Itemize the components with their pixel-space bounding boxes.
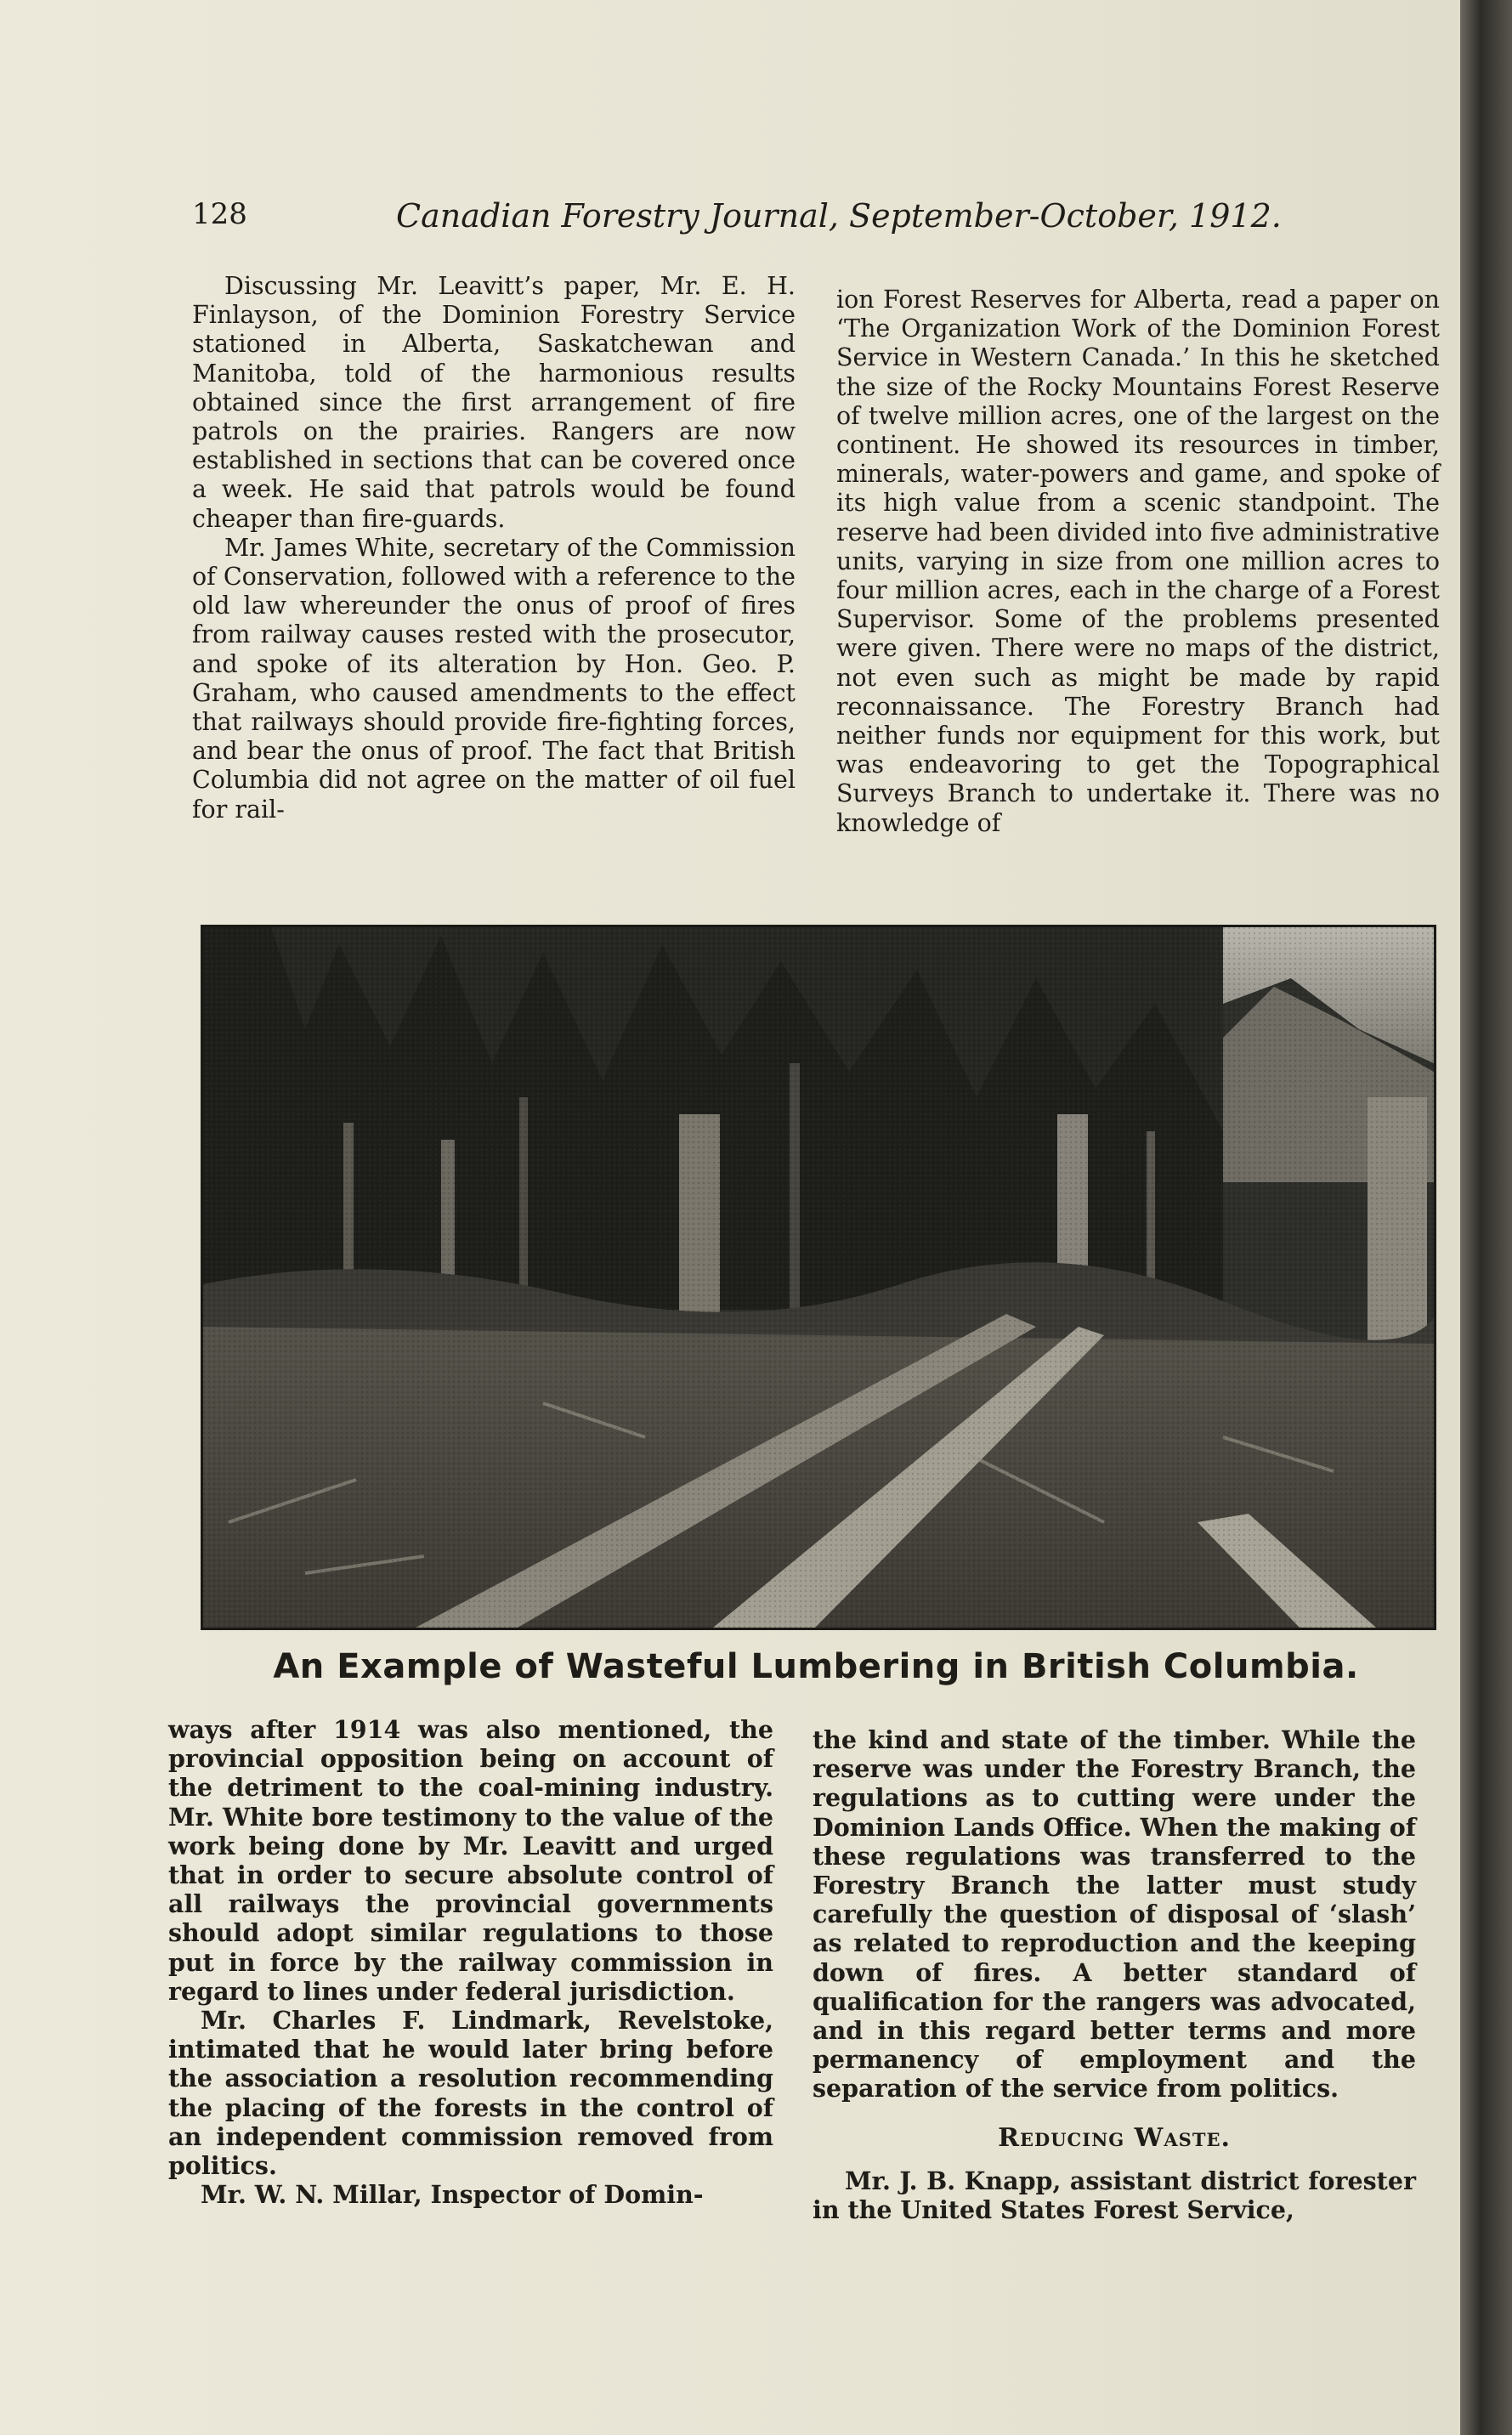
bottom-left-column [168,1715,773,2209]
bottom-right-column [813,1725,1416,2224]
photo-illustration [203,927,1434,1628]
page-header [192,192,1297,243]
paragraph: Mr. W. N. Millar, Inspector of Domin- [201,2180,704,2210]
paragraph: Mr. Charles F. Lindmark, Revelstoke, intimated that he would later bring before the association a resolution recommending the placing of the forests in the control of an independent commission removed from politics. [168,2006,773,2181]
section-heading: Reducing Waste. [998,2122,1231,2153]
paragraph: the kind and state of the timber. While the reserve was under the Forestry Branch, the regulations as to cutting were under the Dominion Lands Office. When the making of these regulations was transferred to the Forestry Branch the latter must study carefully the question of disposal of ‘slash’ as related to reproduction and the keeping down of fires. A better standard of qualification for the rangers was advocated, and in this regard better terms and more permanency of employment and the separation of the service from politics. [813,1725,1416,2104]
top-right-column [836,286,1440,838]
paragraph: Mr. James White, secretary of the Commission of Conservation, followed with a reference to the old law whereunder the onus of proof of fires from railway causes rested with the prosecutor, and spoke of its alteration by Hon. Geo. P. Graham, who caused amendments to the effect that railways should provide fire-fighting forces, and bear the onus of proof. The fact that British Columbia did not agree on the matter of oil fuel for rail- [192,533,796,824]
forest-photograph [201,925,1436,1630]
book-spine-edge [1460,0,1512,2435]
running-title: Canadian Forestry Journal, September-October, 1912. [396,197,1282,235]
paragraph: Discussing Mr. Leavitt’s paper, Mr. E. H. Finlayson, of the Dominion Forestry Service stationed in Alberta, Saskatchewan and Manitoba, told of the harmonious results obtained since the first arrangement of fire patrols on the prairies. Rangers are now established in sections that can be covered once a week. He said that patrols would be found cheaper than fire-guards. [192,272,796,533]
paragraph: Mr. J. B. Knapp, assistant district forester in the United States Forest Service, [813,2166,1416,2225]
paragraph: ion Forest Reserves for Alberta, read a paper on ‘The Organization Work of the Dominion Forest Service in Western Canada.’ In this he sketched the size of the Rocky Mountains Forest Reserve of twelve million acres, one of the largest on the continent. He showed its resources in timber, minerals, water-powers and game, and spoke of its high value from a scenic standpoint. The reserve had been divided into five administrative units, varying in size from one million acres to four million acres, each in the charge of a Forest Supervisor. Some of the problems presented were given. There were no maps of the district, not even such as might be made by rapid reconnaissance. The Forestry Branch had neither funds nor equipment for this work, but was endeavoring to get the Topographical Surveys Branch to undertake it. There was no knowledge of [836,286,1440,837]
top-left-column [192,272,796,824]
figure-caption: An Example of Wasteful Lumbering in British Columbia. [273,1647,1359,1686]
page-number: 128 [192,197,247,231]
paragraph: ways after 1914 was also mentioned, the provincial opposition being on account of the detriment to the coal-mining industry. Mr. White bore testimony to the value of the work being done by Mr. Leavitt and urged that in order to secure absolute control of all railways the provincial governments should adopt similar regulations to those put in force by the railway commission in regard to lines under federal jurisdiction. [168,1715,773,2006]
